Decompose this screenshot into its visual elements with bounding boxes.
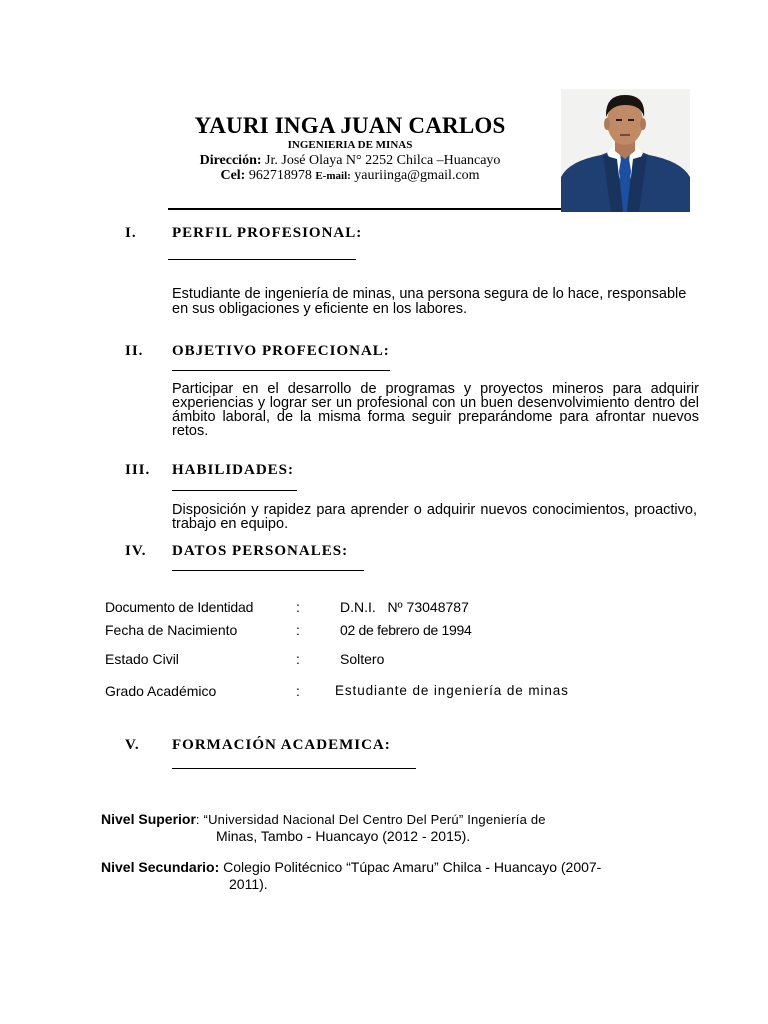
field-colon: : bbox=[296, 622, 300, 638]
section-number: V. bbox=[125, 737, 140, 753]
contact-line bbox=[170, 168, 530, 184]
section-title-objetivo: OBJETIVO PROFECIONAL: bbox=[172, 343, 390, 359]
title-underline bbox=[172, 490, 297, 491]
address-value: Jr. José Olaya N° 2252 Chilca –Huancayo bbox=[261, 153, 501, 168]
person-photo-icon bbox=[561, 89, 690, 212]
title-underline bbox=[172, 768, 416, 769]
education-level-label: Nivel Superior bbox=[101, 811, 196, 827]
email-value: yauriinga@gmail.com bbox=[350, 168, 480, 183]
field-value-dni: D.N.I. Nº 73048787 bbox=[340, 599, 469, 615]
career-title: INGENIERIA DE MINAS bbox=[287, 139, 413, 151]
education-level-label: Nivel Secundario: bbox=[101, 859, 220, 875]
header-divider bbox=[168, 208, 561, 210]
field-value-birthdate: 02 de febrero de 1994 bbox=[340, 622, 472, 638]
objetivo-text: Participar en el desarrollo de programas y proyectos mineros para adquirir experiencias y lograr ser un profesional con un buen desenvolvimiento dentro del ámbito laboral, de la misma forma seguir preparándome para afrontar nuevos retos. bbox=[172, 381, 699, 439]
education-detail-continued: 2011). bbox=[229, 876, 268, 892]
field-label: Fecha de Nacimiento bbox=[105, 622, 238, 638]
cv-name: YAURI INGA JUAN CARLOS bbox=[194, 113, 506, 138]
education-detail: Colegio Politécnico “Túpac Amaru” Chilca - Huancayo (2007- bbox=[219, 859, 602, 875]
address-label: Dirección: bbox=[199, 153, 262, 168]
title-underline bbox=[168, 259, 356, 260]
email-label: E-mail: bbox=[315, 170, 351, 182]
education-item-superior bbox=[88, 811, 648, 828]
field-label: Grado Académico bbox=[105, 683, 217, 699]
section-title-perfil: PERFIL PROFESIONAL: bbox=[172, 225, 363, 241]
title-underline bbox=[172, 570, 364, 571]
address-line bbox=[170, 153, 530, 169]
section-title-datos: DATOS PERSONALES: bbox=[172, 543, 349, 559]
section-number: IV. bbox=[125, 543, 147, 559]
title-underline bbox=[172, 370, 390, 371]
education-detail: : “Universidad Nacional Del Centro Del Perú” Ingeniería de bbox=[195, 812, 546, 827]
cel-label: Cel: bbox=[220, 168, 246, 183]
field-colon: : bbox=[296, 599, 300, 615]
cel-value: 962718978 bbox=[245, 168, 316, 183]
profile-photo bbox=[561, 89, 690, 212]
field-colon: : bbox=[296, 651, 300, 667]
field-label: Estado Civil bbox=[105, 651, 179, 667]
field-value-degree: Estudiante de ingeniería de minas bbox=[335, 683, 569, 698]
section-number: III. bbox=[125, 462, 151, 478]
section-title-formacion: FORMACIÓN ACADEMICA: bbox=[172, 737, 391, 753]
field-colon: : bbox=[296, 683, 300, 699]
section-number: II. bbox=[125, 343, 144, 359]
section-number: I. bbox=[125, 225, 137, 241]
perfil-text: Estudiante de ingeniería de minas, una persona segura de lo hace, responsable en sus obligaciones y eficiente en los labores. bbox=[172, 286, 687, 317]
section-title-habilidades: HABILIDADES: bbox=[172, 462, 295, 478]
field-label: Documento de Identidad bbox=[105, 599, 254, 615]
education-item-secundario bbox=[88, 859, 688, 876]
habilidades-text: Disposición y rapidez para aprender o adquirir nuevos conocimientos, proactivo, trabajo en equipo. bbox=[172, 502, 697, 532]
field-value-civil-status: Soltero bbox=[340, 651, 385, 667]
education-detail-continued: Minas, Tambo - Huancayo (2012 - 2015). bbox=[216, 828, 471, 844]
